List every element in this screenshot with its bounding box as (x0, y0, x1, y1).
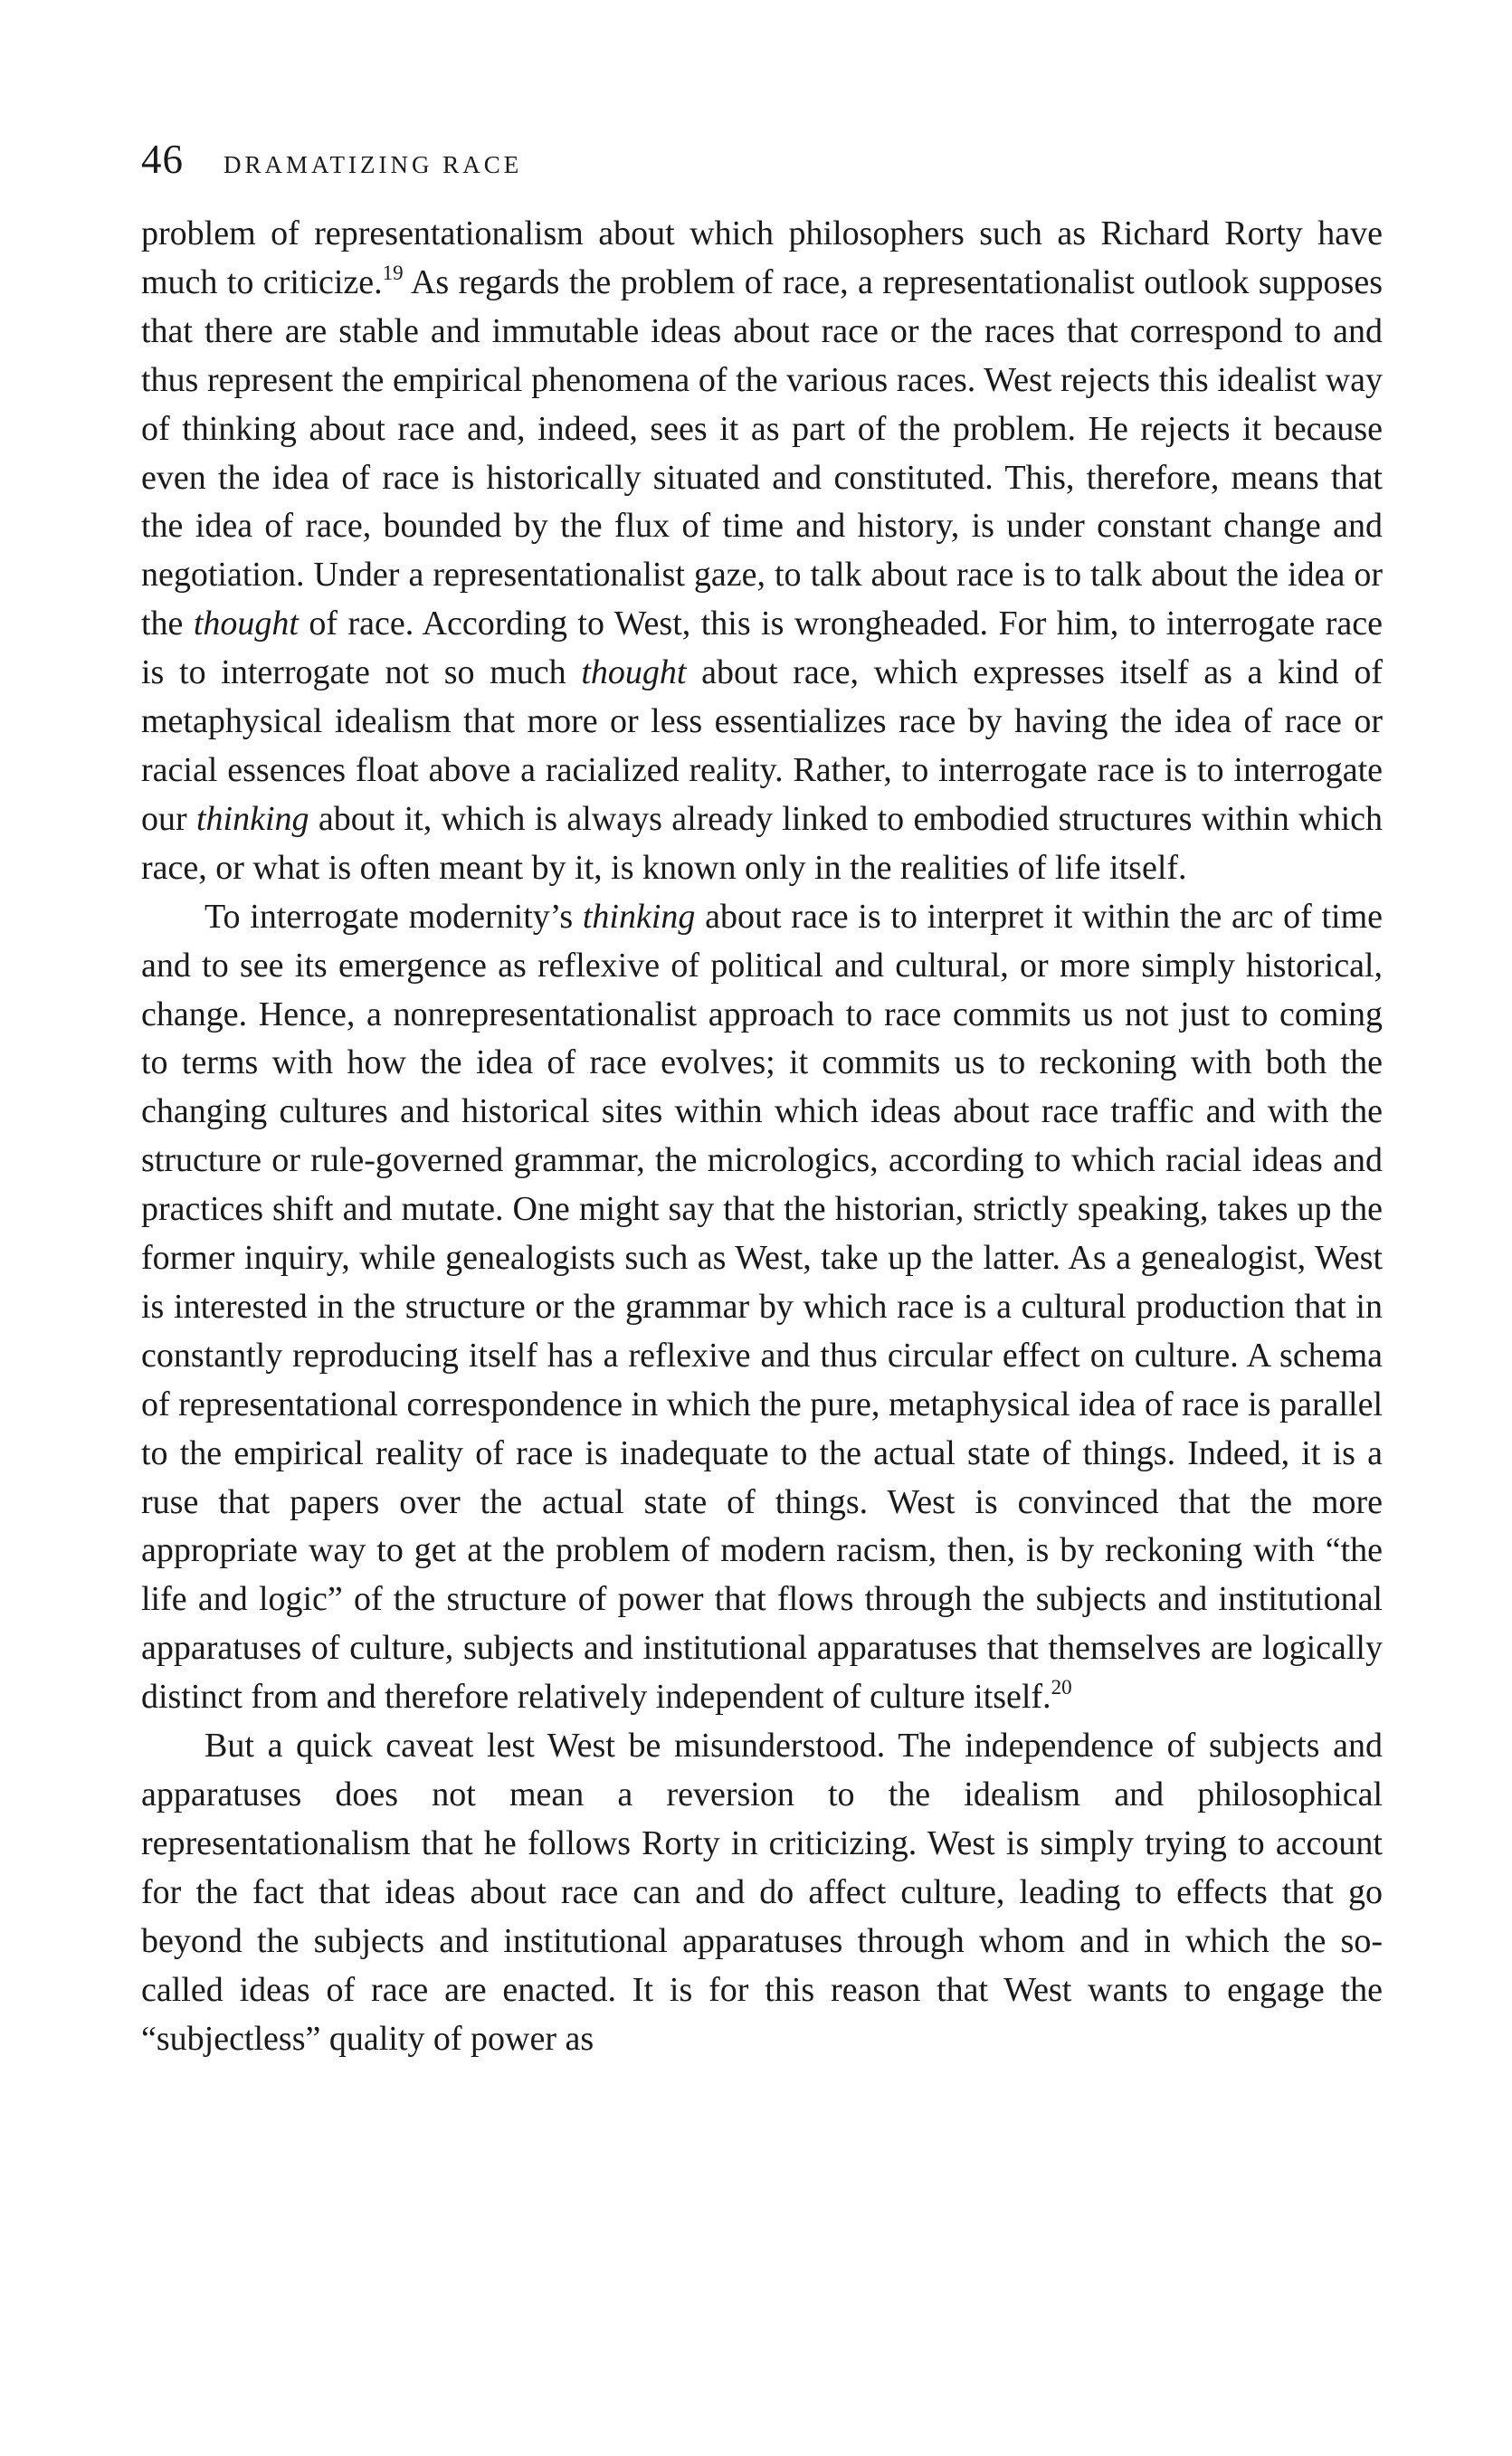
text-run: about it, which is always already linked to embodied structures within which race, or what is often meant by it, is known only in the realities of life itself. (141, 799, 1384, 887)
footnote-ref: 20 (1051, 1676, 1072, 1699)
text-run: problem of representationalism about which philosophers such as Richard Rorty have much to criticize. (141, 214, 1383, 301)
running-title: DRAMATIZING RACE (223, 151, 523, 178)
page-number: 46 (141, 137, 184, 182)
italic-text: thought (581, 653, 687, 692)
text-run: about race is to interpret it within the arc of time and to see its emergence as reflexive of political and cultural, or more simply historical, change. Hence, a nonrepresentationalist approach to race commits us not just to coming to terms with how the idea of race evolves; it commits us to reckoning with both the changing cultures and historical sites within which ideas about race traffic and with the structure or rule-governed grammar, the micrologics, according to which racial ideas and practices shift and mutate. One might say that the historian, strictly speaking, takes up the former inquiry, while genealogists such as West, take up the latter. As a genealogist, West is interested in the structure or the grammar by which race is a cultural production that in constantly reproducing itself has a reflexive and thus circular effect on culture. A schema of representational correspondence in which the pure, metaphysical idea of race is parallel to the empirical reality of race is inadequate to the actual state of things. Indeed, it is a ruse that papers over the actual state of things. West is convinced that the more appropriate way to get at the problem of modern racism, then, is by reckoning with “the life and logic” of the structure of power that flows through the subjects and institutional apparatuses of culture, subjects and institutional apparatuses that themselves are logically distinct from and therefore relatively independent of culture itself. (141, 897, 1383, 1717)
footnote-ref: 19 (382, 261, 404, 284)
paragraph (141, 210, 1383, 893)
text-run: of race. According to West, this is wrongheaded. For him, to interrogate race is to interrogate not so much (141, 604, 1383, 692)
paragraph (141, 893, 1383, 1722)
text-run: As regards the problem of race, a representationalist outlook supposes that there are stable and immutable ideas about race or the races that correspond to and thus represent the empirical phenomena of the various races. West rejects this idealist way of thinking about race and, indeed, sees it as part of the problem. He rejects it because even the idea of race is historically situated and constituted. This, therefore, means that the idea of race, bounded by the flux of time and history, is under constant change and negotiation. Under a representationalist gaze, to talk about race is to talk about the idea or the (141, 262, 1384, 643)
text-run: about race, which expresses itself as a kind of metaphysical idealism that more or less essentializes race by having the idea of race or racial essences float above a racialized reality. Rather, to interrogate race is to interrogate our (141, 653, 1383, 838)
italic-text: thinking (582, 897, 696, 936)
italic-text: thought (193, 604, 299, 643)
paragraph (141, 1722, 1383, 2063)
book-page (141, 136, 1383, 2063)
text-run: To interrogate modernity’s (204, 897, 583, 936)
running-head (141, 136, 1383, 190)
text-run: But a quick caveat lest West be misunderstood. The independence of subjects and apparatuses does not mean a reversion to the idealism and philosophical representationalism that he follows Rorty in criticizing. West is simply trying to account for the fact that ideas about race can and do affect culture, leading to effects that go beyond the subjects and institutional apparatuses through whom and in which the so-called ideas of race are enacted. It is for this reason that West wants to engage the “subjectless” quality of power as (141, 1727, 1383, 2058)
italic-text: thinking (195, 799, 309, 838)
body-text (141, 210, 1383, 2063)
